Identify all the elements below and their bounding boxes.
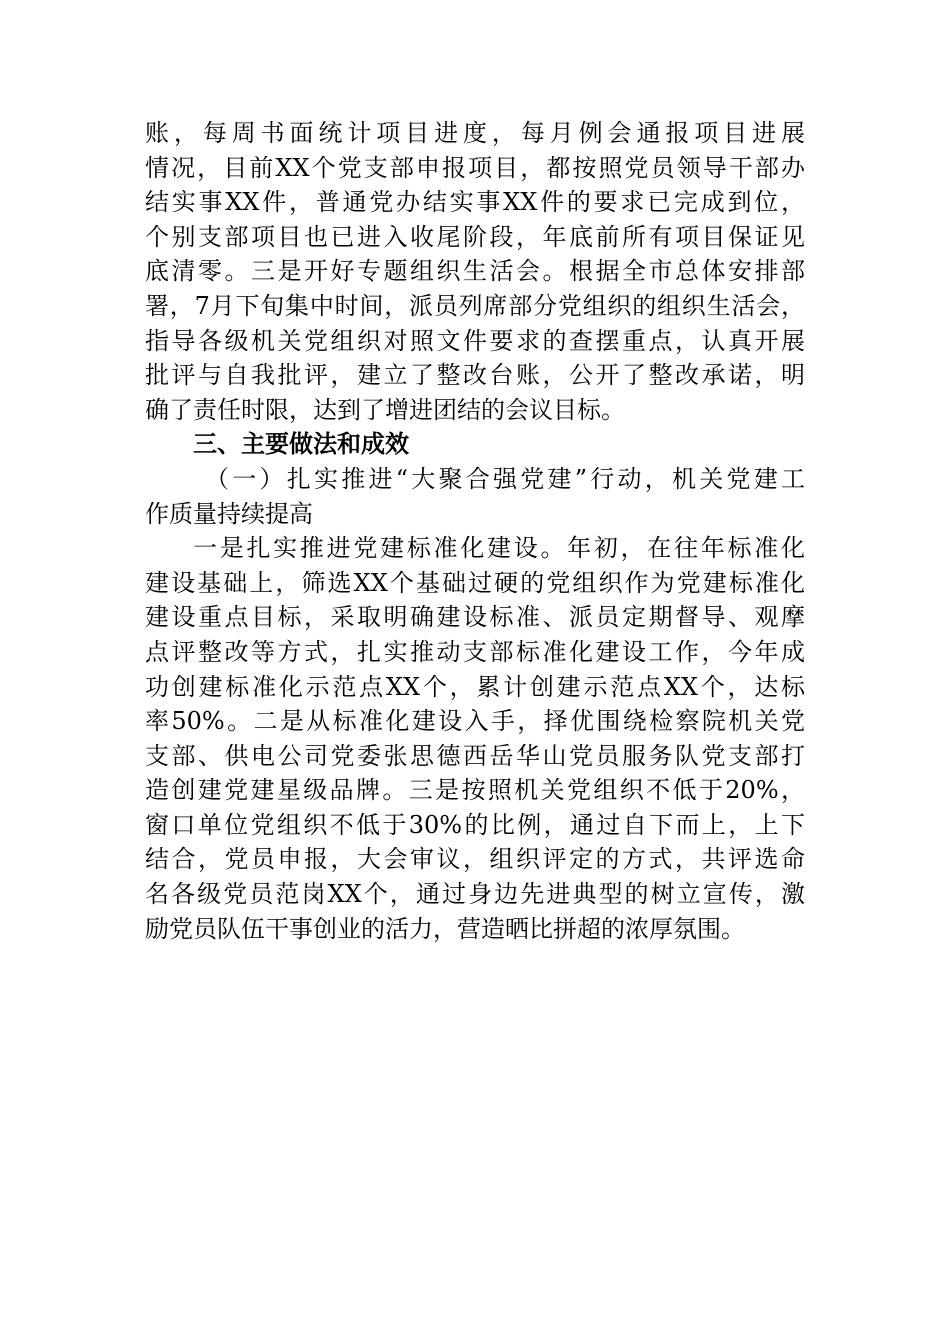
text-line: 一是扎实推进党建标准化建设。年初，在往年标准化 [193,534,805,563]
text-line: 底清零。三是开好专题组织生活会。根据全市总体安排部 [145,257,805,286]
text-line: 结实事XX件，普通党办结实事XX件的要求已完成到位， [145,188,805,217]
text-line: 情况，目前XX个党支部申报项目，都按照党员领导干部办 [145,153,805,182]
text-line: 支部、供电公司党委张思德西岳华山党员服务队党支部打 [145,741,805,770]
text-line: 指导各级机关党组织对照文件要求的查摆重点，认真开展 [145,326,805,355]
text-line: 确了责任时限，达到了增进团结的会议目标。 [145,395,625,424]
subsection-heading-line: （一）扎实推进“大聚合强党建”行动，机关党建工 [205,464,805,493]
text-line: 建设基础上，筛选XX个基础过硬的党组织作为党建标准化 [145,568,805,597]
text-line: 署，7月下旬集中时间，派员列席部分党组织的组织生活会， [145,291,805,320]
text-line: 名各级党员范岗XX个，通过身边先进典型的树立宣传，激 [145,880,805,909]
text-line: 窗口单位党组织不低于30%的比例，通过自下而上，上下 [145,810,805,839]
text-line: 功创建标准化示范点XX个，累计创建示范点XX个，达标 [145,672,805,701]
text-line: 点评整改等方式，扎实推动支部标准化建设工作，今年成 [145,637,805,666]
text-line: 账，每周书面统计项目进度，每月例会通报项目进展 [145,119,805,147]
text-line: 个别支部项目也已进入收尾阶段，年底前所有项目保证见 [145,222,805,251]
section-heading: 三、主要做法和成效 [193,430,409,459]
text-line: 建设重点目标，采取明确建设标准、派员定期督导、观摩 [145,603,805,632]
subsection-heading-line: 作质量持续提高 [145,499,313,528]
text-line: 励党员队伍干事创业的活力，营造晒比拼超的浓厚氛围。 [145,914,745,943]
text-line: 率50%。二是从标准化建设入手，择优围绕检察院机关党 [145,707,805,736]
text-line: 造创建党建星级品牌。三是按照机关党组织不低于20%， [145,776,805,805]
text-line: 结合，党员申报，大会审议，组织评定的方式，共评选命 [145,845,805,874]
document-body [145,116,805,946]
text-line: 批评与自我批评，建立了整改台账，公开了整改承诺，明 [145,361,805,390]
